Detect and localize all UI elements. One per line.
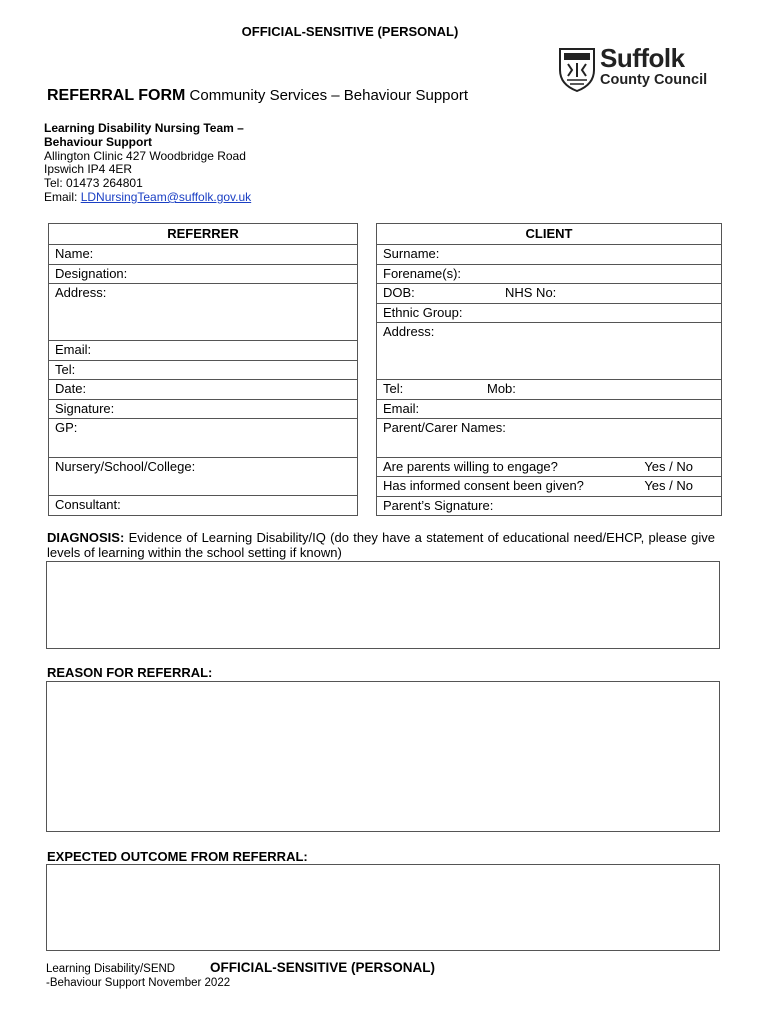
client-email-field[interactable]: Email:: [377, 399, 722, 419]
team-contact-block: [44, 122, 251, 205]
client-dob-label: DOB:: [383, 285, 415, 300]
footer-line1: Learning Disability/SEND: [46, 963, 176, 975]
client-forenames-field[interactable]: Forename(s):: [377, 264, 722, 284]
client-mob-label: Mob:: [487, 381, 516, 396]
diagnosis-prompt: [47, 531, 715, 560]
referrer-nursery-field[interactable]: Nursery/School/College:: [49, 457, 358, 496]
team-name-line2: Behaviour Support: [44, 134, 153, 149]
client-parent-signature-field[interactable]: Parent’s Signature:: [377, 496, 722, 516]
logo-name: Suffolk: [600, 43, 685, 73]
referrer-date-field[interactable]: Date:: [49, 380, 358, 400]
client-nhs-label: NHS No:: [505, 285, 557, 300]
team-email-label: Email:: [44, 189, 81, 204]
client-consent-row[interactable]: [377, 477, 722, 497]
client-ethnic-field[interactable]: Ethnic Group:: [377, 303, 722, 323]
referrer-designation-field[interactable]: Designation:: [49, 264, 358, 284]
referrer-table: [48, 223, 358, 516]
client-table: [376, 223, 722, 516]
footer-reference: [46, 962, 230, 990]
referrer-name-field[interactable]: Name:: [49, 245, 358, 265]
header-classification: OFFICIAL-SENSITIVE (PERSONAL): [241, 24, 459, 39]
client-tel-label: Tel:: [383, 381, 404, 396]
team-email-line: [44, 191, 251, 205]
reason-input-box[interactable]: [46, 681, 720, 832]
diagnosis-text: Evidence of Learning Disability/IQ (do they have a statement of educational need/EHCP, please give levels of learning within the school setting if known): [47, 530, 715, 560]
client-heading: CLIENT: [377, 224, 722, 245]
outcome-input-box[interactable]: [46, 864, 720, 951]
referrer-tel-field[interactable]: Tel:: [49, 360, 358, 380]
referrer-heading: REFERRER: [49, 224, 358, 245]
reason-label: REASON FOR REFERRAL:: [47, 665, 213, 680]
client-dob-nhs-row[interactable]: [377, 284, 722, 304]
referrer-signature-field[interactable]: Signature:: [49, 399, 358, 419]
crest-icon: [558, 46, 596, 92]
logo-subtitle: County Council: [600, 72, 708, 88]
referrer-address-field[interactable]: Address:: [49, 284, 358, 341]
client-parent-names-field[interactable]: Parent/Carer Names:: [377, 419, 722, 458]
referrer-email-field[interactable]: Email:: [49, 341, 358, 361]
team-email-link[interactable]: LDNursingTeam@suffolk.gov.uk: [80, 189, 252, 204]
form-title-sub: Community Services – Behaviour Support: [189, 87, 469, 104]
council-logo: [558, 44, 728, 92]
diagnosis-input-box[interactable]: [46, 561, 720, 649]
outcome-label: EXPECTED OUTCOME FROM REFERRAL:: [47, 849, 308, 864]
client-surname-field[interactable]: Surname:: [377, 245, 722, 265]
team-name-line1: Learning Disability Nursing Team –: [44, 121, 244, 135]
form-title: [47, 87, 468, 105]
client-consent-options[interactable]: Yes / No: [644, 478, 693, 493]
client-engage-label: Are parents willing to engage?: [383, 458, 558, 474]
client-address-field[interactable]: Address:: [377, 323, 722, 380]
footer-classification: OFFICIAL-SENSITIVE (PERSONAL): [210, 960, 436, 975]
referrer-gp-field[interactable]: GP:: [49, 419, 358, 458]
client-consent-label: Has informed consent been given?: [383, 478, 584, 493]
client-engage-row[interactable]: [377, 457, 722, 477]
client-engage-options[interactable]: Yes / No: [644, 458, 693, 474]
form-title-main: REFERRAL FORM: [47, 87, 186, 104]
referrer-consultant-field[interactable]: Consultant:: [49, 496, 358, 516]
team-tel: Tel: 01473 264801: [44, 176, 143, 191]
client-tel-mob-row[interactable]: [377, 380, 722, 400]
diagnosis-label: DIAGNOSIS:: [47, 530, 125, 545]
team-address1: Allington Clinic 427 Woodbridge Road: [44, 148, 246, 163]
footer-line2: -Behaviour Support November 2022: [46, 977, 231, 989]
team-address2: Ipswich IP4 4ER: [44, 162, 133, 177]
